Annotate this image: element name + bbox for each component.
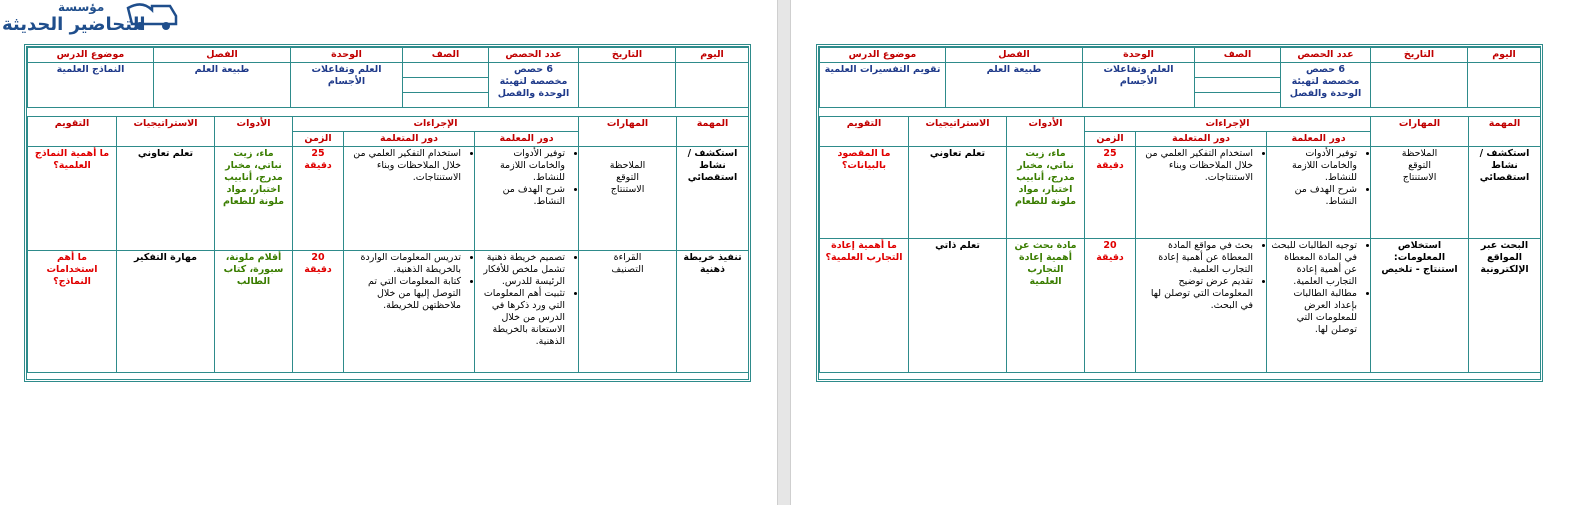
cell-date (1371, 63, 1468, 108)
cell-grade-2 (403, 78, 489, 93)
cell-teacher-role: • توفير الأدوات والخامات اللازمة للنشاط. • شرح الهدف من النشاط. (475, 147, 579, 251)
hdr-grade: الصف (1195, 48, 1281, 63)
cell-date (579, 63, 676, 108)
cell-skills: استخلاص المعلومات: استنتاج - تلخيص (1371, 239, 1469, 373)
cell-chapter: طبيعة العلم (946, 63, 1083, 108)
hdr-topic: موضوع الدرس (820, 48, 946, 63)
cell-task: تنفيذ خريطة ذهنية (677, 251, 749, 373)
cell-strategy: تعلم ذاتي (909, 239, 1007, 373)
hdr-unit: الوحدة (291, 48, 403, 63)
hdr-task: المهمة (677, 117, 749, 147)
hdr-grade: الصف (403, 48, 489, 63)
hdr-chapter: الفصل (154, 48, 291, 63)
table-row (28, 251, 749, 373)
cell-learner-role: • تدريس المعلومات الواردة بالخريطة الذهنية. • كتابة المعلومات التي تم التوصل إليها من خلال ملاحظتهن للخريطة. (344, 251, 475, 373)
cell-learner-role: • استخدام التفكير العلمي من خلال الملاحظات وبناء الاستنتاجات. (344, 147, 475, 251)
hdr-learner-role: دور المتعلمة (344, 132, 475, 147)
cell-evaluation: ما أهمية النماذج العلمية؟ (28, 147, 117, 251)
hdr-date: التاريخ (1371, 48, 1468, 63)
cell-strategy: تعلم تعاوني (117, 147, 215, 251)
hdr-evaluation: التقويم (820, 117, 909, 147)
hdr-tools: الأدوات (1007, 117, 1085, 147)
hdr-skills: المهارات (579, 117, 677, 147)
cell-topic: تقويم التفسيرات العلمية (820, 63, 946, 108)
cell-time: 25 دقيقة (293, 147, 344, 251)
lesson-plan-page-2 (816, 44, 1543, 382)
hdr-teacher-role: دور المعلمة (475, 132, 579, 147)
cell-grade-3 (1195, 93, 1281, 108)
cell-skills: القراءة التصنيف (579, 251, 677, 373)
cell-learner-role: • استخدام التفكير العلمي من خلال الملاحظات وبناء الاستنتاجات. (1136, 147, 1267, 239)
logo-line2: التحاضير الحديثة (2, 14, 146, 35)
cell-grade-2 (1195, 78, 1281, 93)
cell-learner-role: • بحث في مواقع المادة المعطاة عن أهمية إعادة التجارب العلمية. • تقديم عرض توضيح المعلومات التي توصلن لها في البحث. (1136, 239, 1267, 373)
page-divider (777, 0, 791, 505)
cell-day (1468, 63, 1541, 108)
cell-task: البحث عبر المواقع الإلكترونية (1469, 239, 1541, 373)
cell-grade-3 (403, 93, 489, 108)
cell-evaluation: ما أهم استخدامات النماذج؟ (28, 251, 117, 373)
cell-unit: العلم وتفاعلات الأجسام (291, 63, 403, 108)
hdr-teacher-role: دور المعلمة (1267, 132, 1371, 147)
cell-periods: 6 حصص مخصصة لتهيئة الوحدة والفصل (1281, 63, 1371, 108)
hdr-tools: الأدوات (215, 117, 293, 147)
cell-grade-1 (1195, 63, 1281, 78)
header-table (27, 47, 749, 108)
table-row (28, 147, 749, 251)
cell-tools: أقلام ملونة، سبورة، كتاب الطالب (215, 251, 293, 373)
table-row (820, 147, 1541, 239)
cell-teacher-role: • تصميم خريطة ذهنية تشمل ملخص للأفكار الرئيسة للدرس. • تثبيت أهم المعلومات التي ورد ذكرها في الدرس من خلال الاستعانة بالخريطة الذهنية. (475, 251, 579, 373)
hdr-procedures: الإجراءات (1085, 117, 1371, 132)
hdr-evaluation: التقويم (28, 117, 117, 147)
lesson-plan-page-1 (24, 44, 751, 382)
cell-skills: الملاحظة التوقع الاستنتاج (1371, 147, 1469, 239)
hdr-day: اليوم (676, 48, 749, 63)
cell-tools: ماء، زيت نباتي، مخبار مدرج، أنابيب اختبار، مواد ملونة للطعام (215, 147, 293, 251)
cell-strategy: مهارة التفكير (117, 251, 215, 373)
hdr-procedures: الإجراءات (293, 117, 579, 132)
hdr-strategies: الاستراتيجيات (909, 117, 1007, 147)
cell-evaluation: ما المقصود بالبيانات؟ (820, 147, 909, 239)
cell-time: 20 دقيقة (293, 251, 344, 373)
cell-periods: 6 حصص مخصصة لتهيئة الوحدة والفصل (489, 63, 579, 108)
cell-topic: النماذج العلمية (28, 63, 154, 108)
hdr-skills: المهارات (1371, 117, 1469, 147)
cell-task: استكشف / نشاط استقصائي (677, 147, 749, 251)
header-table (819, 47, 1541, 108)
cell-teacher-role: • توجيه الطالبات للبحث في المادة المعطاة عن أهمية إعادة التجارب العلمية. • مطالبة الطالبات بإعداد العرض للمعلومات التي توصلن لها. (1267, 239, 1371, 373)
cell-evaluation: ما أهمية إعادة التجارب العلمية؟ (820, 239, 909, 373)
hdr-date: التاريخ (579, 48, 676, 63)
hdr-time: الزمن (1085, 132, 1136, 147)
hdr-topic: موضوع الدرس (28, 48, 154, 63)
hdr-unit: الوحدة (1083, 48, 1195, 63)
cell-task: استكشف / نشاط استقصائي (1469, 147, 1541, 239)
cell-strategy: تعلم تعاوني (909, 147, 1007, 239)
cell-time: 20 دقيقة (1085, 239, 1136, 373)
hdr-time: الزمن (293, 132, 344, 147)
cell-time: 25 دقيقة (1085, 147, 1136, 239)
cell-skills: الملاحظة التوقع الاستنتاج (579, 147, 677, 251)
hdr-learner-role: دور المتعلمة (1136, 132, 1267, 147)
logo-line1: مؤسسة (58, 0, 105, 14)
cell-teacher-role: • توفير الأدوات والخامات اللازمة للنشاط. • شرح الهدف من النشاط. (1267, 147, 1371, 239)
hdr-periods: عدد الحصص (489, 48, 579, 63)
cell-tools: مادة بحث عن أهمية إعادة التجارب العلمية (1007, 239, 1085, 373)
logo (0, 0, 185, 46)
table-row (820, 239, 1541, 373)
cell-tools: ماء، زيت نباتي، مخبار مدرج، أنابيب اختبار، مواد ملونة للطعام (1007, 147, 1085, 239)
hdr-chapter: الفصل (946, 48, 1083, 63)
procedures-table (819, 116, 1541, 373)
cell-day (676, 63, 749, 108)
cell-chapter: طبيعة العلم (154, 63, 291, 108)
hdr-task: المهمة (1469, 117, 1541, 147)
cell-grade-1 (403, 63, 489, 78)
hdr-day: اليوم (1468, 48, 1541, 63)
procedures-table (27, 116, 749, 373)
hdr-strategies: الاستراتيجيات (117, 117, 215, 147)
cell-unit: العلم وتفاعلات الأجسام (1083, 63, 1195, 108)
hdr-periods: عدد الحصص (1281, 48, 1371, 63)
